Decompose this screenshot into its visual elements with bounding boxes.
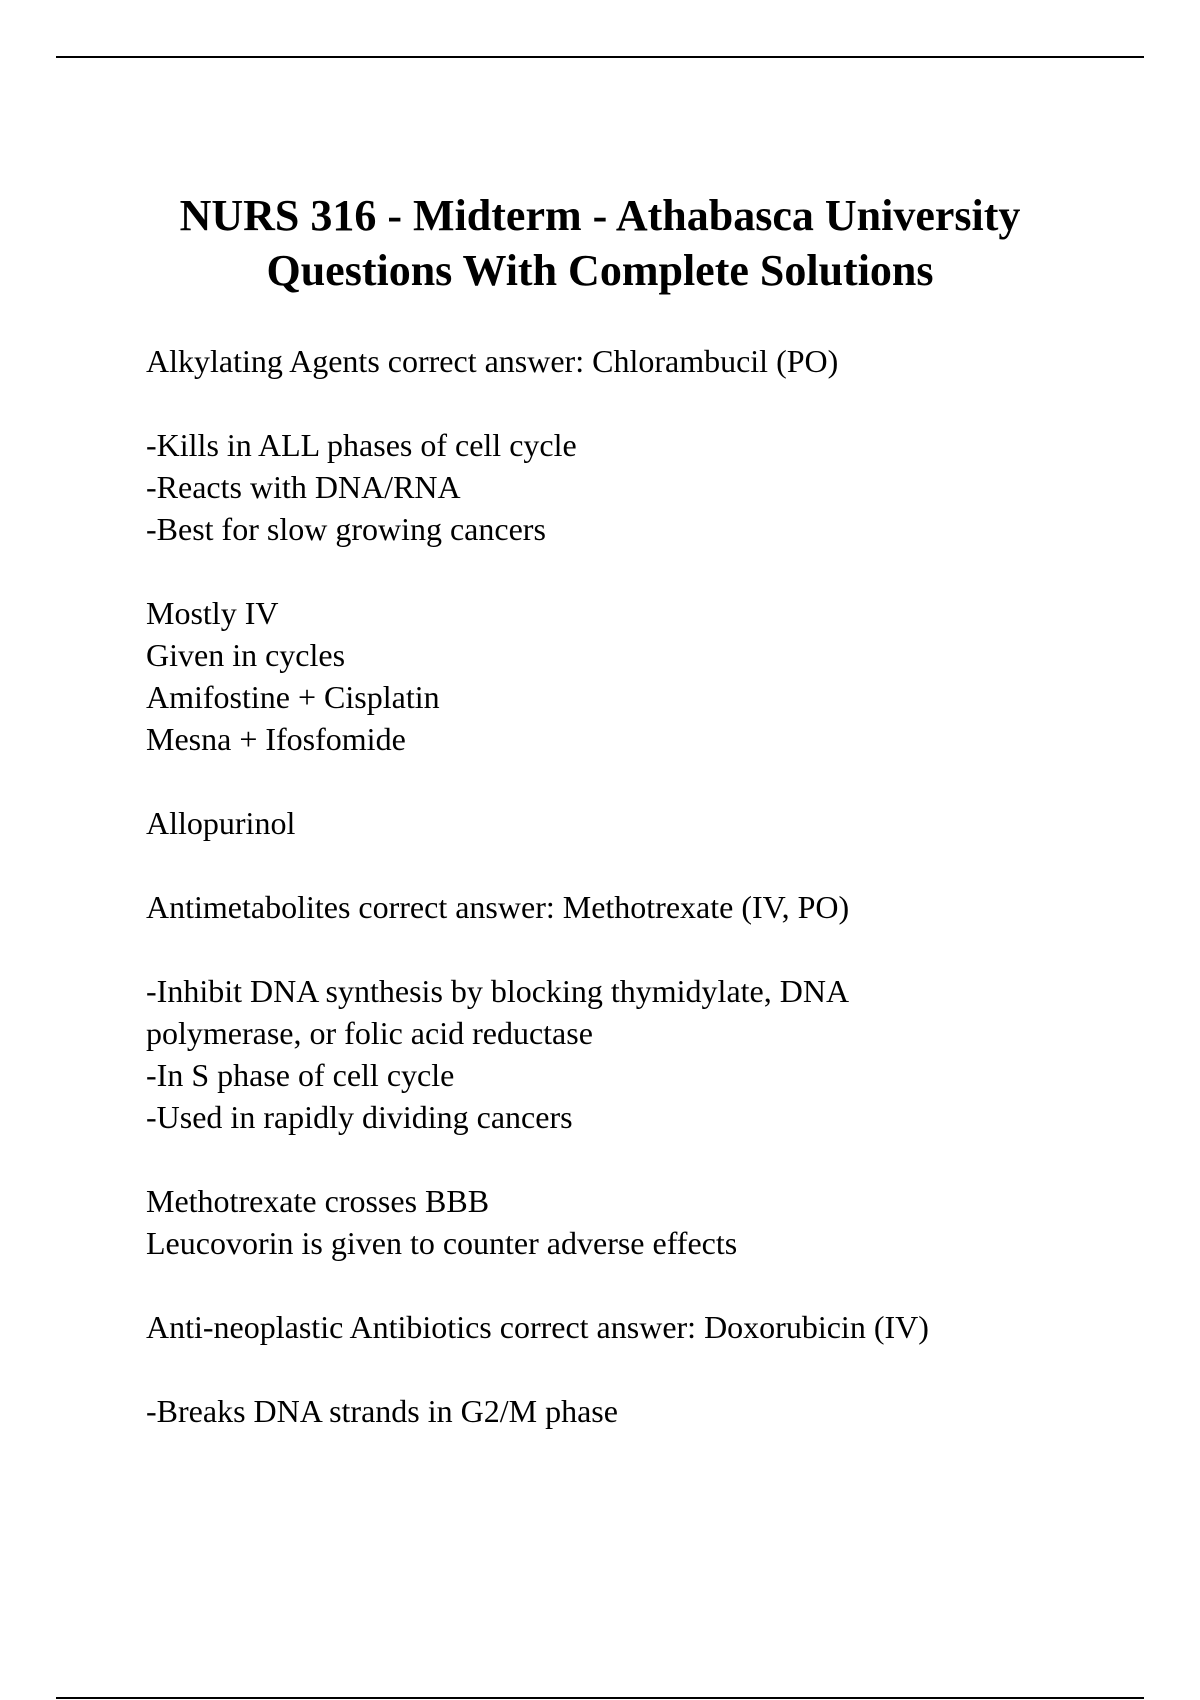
spacer xyxy=(146,382,1106,424)
top-rule xyxy=(56,56,1144,58)
note-line: Allopurinol xyxy=(146,805,296,841)
question-alkylating: Alkylating Agents correct answer: Chlorambucil (PO) xyxy=(146,343,839,379)
document-title xyxy=(0,188,1200,298)
title-line-2: Questions With Complete Solutions xyxy=(266,246,934,295)
note-line: Mostly IV xyxy=(146,595,279,631)
spacer xyxy=(146,1348,1106,1390)
spacer xyxy=(146,760,1106,802)
question-antineoplastic: Anti-neoplastic Antibiotics correct answer: Doxorubicin (IV) xyxy=(146,1309,929,1345)
answer-line: -Breaks DNA strands in G2/M phase xyxy=(146,1393,618,1429)
answer-line: -Reacts with DNA/RNA xyxy=(146,469,461,505)
answer-line: -Inhibit DNA synthesis by blocking thymidylate, DNA xyxy=(146,973,850,1009)
note-line: Mesna + Ifosfomide xyxy=(146,721,406,757)
spacer xyxy=(146,844,1106,886)
answer-line: -Best for slow growing cancers xyxy=(146,511,546,547)
note-line: Methotrexate crosses BBB xyxy=(146,1183,490,1219)
title-line-1: NURS 316 - Midterm - Athabasca University xyxy=(179,191,1021,240)
answer-line: -In S phase of cell cycle xyxy=(146,1057,455,1093)
answer-line: polymerase, or folic acid reductase xyxy=(146,1015,593,1051)
spacer xyxy=(146,1138,1106,1180)
question-antimetabolites: Antimetabolites correct answer: Methotrexate (IV, PO) xyxy=(146,889,850,925)
note-line: Leucovorin is given to counter adverse effects xyxy=(146,1225,738,1261)
note-line: Amifostine + Cisplatin xyxy=(146,679,440,715)
bottom-rule xyxy=(56,1697,1144,1699)
answer-line: -Used in rapidly dividing cancers xyxy=(146,1099,573,1135)
spacer xyxy=(146,928,1106,970)
spacer xyxy=(146,1264,1106,1306)
note-line: Given in cycles xyxy=(146,637,346,673)
answer-line: -Kills in ALL phases of cell cycle xyxy=(146,427,577,463)
spacer xyxy=(146,550,1106,592)
document-body xyxy=(146,340,1106,1432)
